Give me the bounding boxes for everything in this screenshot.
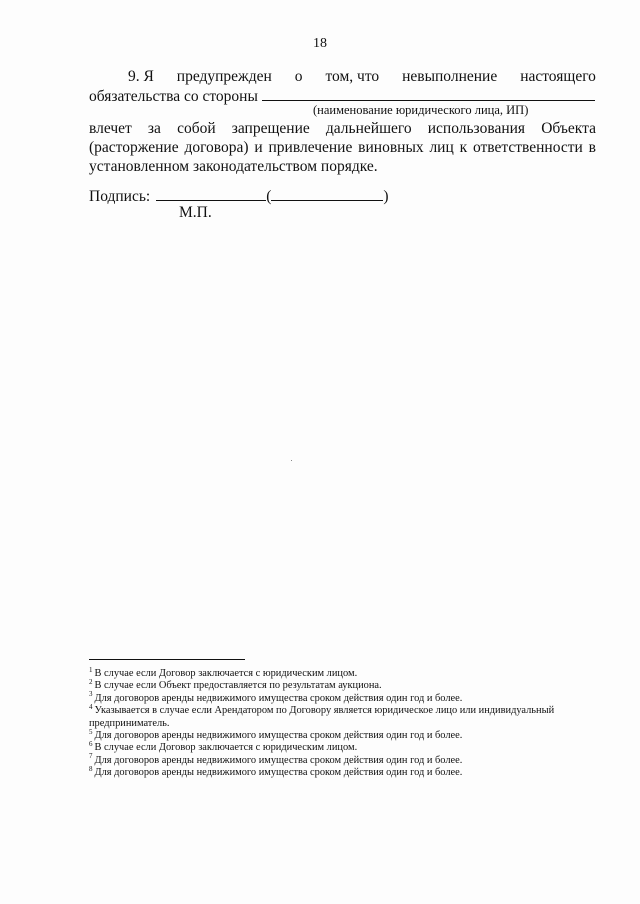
footnotes <box>89 665 589 780</box>
signer-name-blank[interactable] <box>271 186 383 201</box>
paragraph-line <box>89 119 596 138</box>
paragraph-word: о <box>294 68 303 85</box>
paragraph-word: ответственности <box>472 139 583 156</box>
paragraph-word: дальнейшего <box>325 120 412 137</box>
paragraph-word: настоящего <box>520 68 596 85</box>
footnote-text: Указывается в случае если Арендатором по Договору является юридическое лицо или индивидуальный предприниматель. <box>89 705 555 729</box>
paragraph-word: предупрежден <box>176 68 272 85</box>
signature-label: Подпись: <box>89 188 151 205</box>
paragraph-word: в <box>588 139 596 156</box>
footnote-number: 6 <box>89 739 93 748</box>
footnote-item <box>89 727 589 742</box>
scan-speck <box>291 460 292 461</box>
paragraph-word: виновных <box>358 139 424 156</box>
footnote-item <box>89 665 589 680</box>
paragraph-line: установленном законодательством порядке. <box>89 158 378 175</box>
paragraph-word: том, что <box>325 68 380 85</box>
signature-row <box>89 186 389 206</box>
paragraph-word: к <box>459 139 468 156</box>
paragraph-word: влечет <box>89 120 132 137</box>
paragraph-word: привлечение <box>268 139 353 156</box>
close-paren: ) <box>383 188 389 205</box>
footnote-item <box>89 764 589 779</box>
footnote-number: 3 <box>89 690 93 699</box>
footnote-item <box>89 702 589 730</box>
footnote-separator <box>89 659 245 660</box>
paragraph-word: собой <box>177 120 216 137</box>
footnote-number: 5 <box>89 727 93 736</box>
paragraph-9-body <box>89 119 596 176</box>
paragraph-word: (расторжение <box>89 139 179 156</box>
open-paren: ( <box>266 188 272 205</box>
footnote-item <box>89 690 589 705</box>
footnote-text: В случае если Объект предоставляется по результатам аукциона. <box>94 680 382 692</box>
paragraph-word: невыполнение <box>402 68 498 85</box>
paragraph-word: Объекта <box>541 120 596 137</box>
paragraph-word: договора) <box>184 139 249 156</box>
footnote-number: 8 <box>89 764 93 773</box>
paragraph-word: запрещение <box>231 120 310 137</box>
footnote-text: Для договоров аренды недвижимого имущества сроком действия один год и более. <box>94 692 463 704</box>
paragraph-word: и <box>254 139 263 156</box>
paragraph-text: обязательства со стороны <box>89 88 258 105</box>
paragraph-word: за <box>147 120 161 137</box>
paragraph-word: 9. Я <box>128 68 154 85</box>
footnote-number: 1 <box>89 665 93 674</box>
footnote-number: 2 <box>89 677 93 686</box>
paragraph-word: лиц <box>429 139 454 156</box>
page-number: 18 <box>313 36 327 51</box>
footnote-number: 4 <box>89 702 93 711</box>
footnote-number: 7 <box>89 752 93 761</box>
footnote-text: Для договоров аренды недвижимого имущества сроком действия один год и более. <box>94 767 463 779</box>
footnote-text: Для договоров аренды недвижимого имущества сроком действия один год и более. <box>94 754 463 766</box>
stamp-place-label: М.П. <box>179 204 212 221</box>
footnote-item <box>89 752 589 767</box>
legal-entity-name-blank[interactable] <box>262 86 595 101</box>
footnote-text: Для договоров аренды недвижимого имущества сроком действия один год и более. <box>94 730 463 742</box>
signature-blank[interactable] <box>156 186 266 201</box>
footnote-text: В случае если Договор заключается с юридическим лицом. <box>94 668 358 679</box>
field-hint: (наименование юридического лица, ИП) <box>313 103 529 117</box>
footnote-item <box>89 677 589 692</box>
paragraph-word: использования <box>427 120 526 137</box>
footnote-item <box>89 739 589 754</box>
paragraph-9-line-1 <box>128 68 596 86</box>
paragraph-line <box>89 138 596 157</box>
footnote-text: В случае если Договор заключается с юридическим лицом. <box>94 742 358 754</box>
